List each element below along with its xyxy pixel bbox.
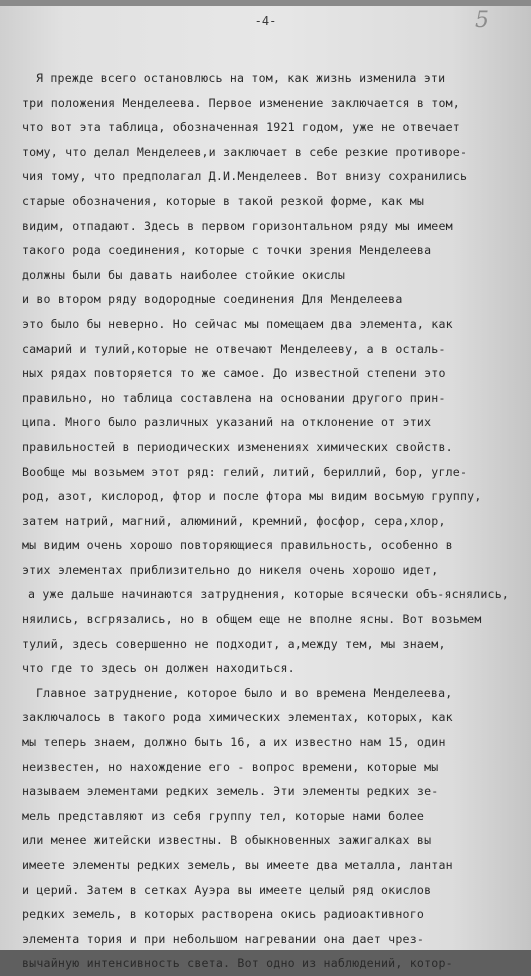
text-line: что где то здесь он должен находиться. — [22, 661, 295, 676]
text-line: ных рядах повторяется то же самое. До известной степени это — [22, 366, 446, 381]
handwritten-sheet-number: 5 — [475, 8, 489, 33]
text-line: редких земель, в которых растворена окись радиоактивного — [22, 907, 425, 922]
text-line: Главное затруднение, которое было и во времена Менделеева, — [36, 685, 453, 700]
text-line: называем элементами редких земель. Эти элементы редких зе- — [22, 784, 439, 799]
text-line: элемента тория и при небольшом нагревании она дает чрез- — [22, 931, 425, 946]
text-line: имеете элементы редких земель, вы имеете два металла, лантан — [22, 858, 453, 872]
text-line: неизвестен, но нахождение его - вопрос времени, которые мы — [22, 759, 439, 774]
text-line: а уже дальше начинаются затруднения, которые всячески объ-яснялись, — [28, 587, 510, 602]
text-line: заключалось в такого рода химических элементах, которых, как — [22, 710, 453, 725]
text-line: мы видим очень хорошо повторяющиеся правильность, особенно в — [22, 538, 453, 553]
text-line: тому, что делал Менделеев,и заключает в себе резкие противоре- — [22, 144, 468, 159]
text-line: видим, отпадают. Здесь в первом горизонтальном ряду мы имеем — [22, 218, 453, 233]
text-line: Я прежде всего остановлюсь на том, как жизнь изменила эти — [36, 71, 446, 85]
text-line: самарий и тулий,которые не отвечают Менделееву, а в осталь- — [22, 341, 446, 356]
text-line: няились, всгрязались, но в общем еще не вполне ясны. Вот возьмем — [22, 612, 482, 627]
text-line: вычайную интенсивность света. Вот одно из наблюдений, котор- — [22, 956, 453, 971]
page-number: -4- — [254, 14, 277, 28]
text-line: должны были бы давать наиболее стойкие окислы — [22, 267, 346, 282]
text-line: или менее житейски известны. В обыкновенных зажигалках вы — [22, 833, 432, 848]
text-line: и во втором ряду водородные соединения Для Менделеева — [22, 292, 403, 307]
text-line: тулий, здесь совершенно не подходит, а,между тем, мы знаем, — [22, 636, 446, 651]
text-line: три положения Менделеева. Первое изменение заключается в том, — [22, 95, 460, 110]
text-line: старые обозначения, которые в такой резкой форме, как мы — [22, 193, 425, 208]
text-line: ципа. Много было различных указаний на отклонение от этих — [22, 415, 432, 430]
text-line: и церий. Затем в сетках Ауэра вы имеете целый ряд окислов — [22, 882, 432, 897]
typewritten-text-body — [22, 66, 522, 976]
text-line: мель представляют из себя группу тел, которые нами более — [22, 808, 425, 823]
page-top-edge — [0, 0, 531, 6]
text-line: что вот эта таблица, обозначенная 1921 годом, уже не отвечает — [22, 120, 460, 135]
text-line: это было бы неверно. Но сейчас мы помещаем два элемента, как — [22, 316, 453, 331]
text-line: мы теперь знаем, должно быть 16, а их известно нам 15, один — [22, 735, 446, 750]
text-line: такого рода соединения, которые с точки зрения Менделеева — [22, 243, 432, 258]
text-line: Вообще мы возьмем этот ряд: гелий, литий, бериллий, бор, угле- — [22, 464, 468, 479]
text-line: правильно, но таблица составлена на основании другого прин- — [22, 390, 446, 405]
text-line: правильностей в периодических изменениях химических свойств. — [22, 439, 453, 454]
text-line: чия тому, что предполагал Д.И.Менделеев. Вот внизу сохранились — [22, 169, 468, 184]
text-line: род, азот, кислород, фтор и после фтора мы видим восьмую группу, — [22, 489, 482, 504]
text-line: затем натрий, магний, алюминий, кремний, фосфор, сера,хлор, — [22, 513, 446, 528]
text-line: этих элементах приблизительно до никеля очень хорошо идет, — [22, 562, 439, 577]
